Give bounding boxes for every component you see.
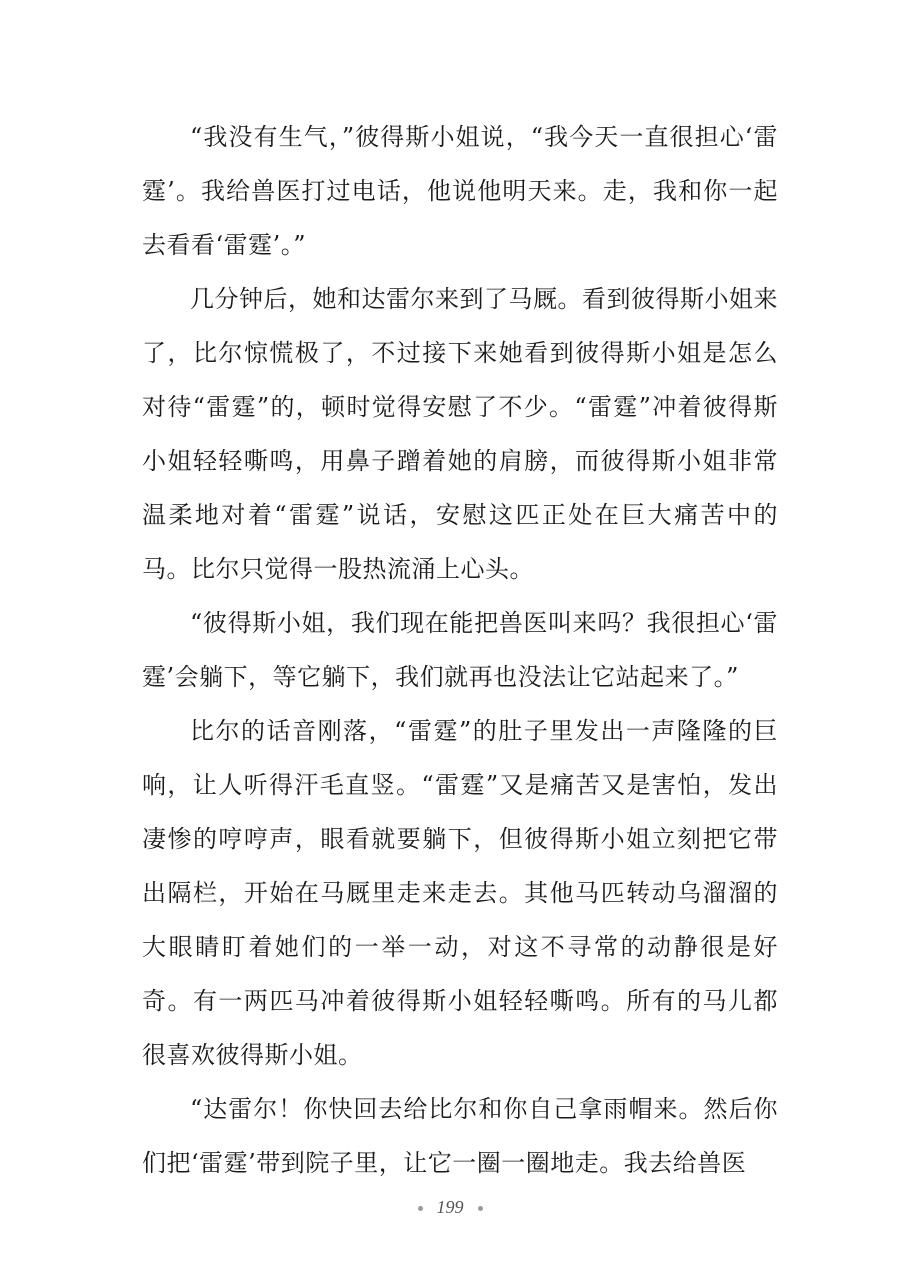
footer-dot-left (418, 1206, 423, 1211)
paragraph-2: 几分钟后，她和达雷尔来到了马厩。看到彼得斯小姐来了，比尔惊慌极了，不过接下来她看到彼得斯小姐是怎么对待“雷霆”的，顿时觉得安慰了不少。“雷霆”冲着彼得斯小姐轻轻嘶鸣，用鼻子蹭着她的肩膀，而彼得斯小姐非常温柔地对着“雷霆”说话，安慰这匹正处在巨大痛苦中的马。比尔只觉得一股热流涌上心头。 (142, 285, 778, 583)
footer-dot-right (478, 1206, 483, 1211)
page-number: 199 (436, 1197, 464, 1217)
paragraph-3: “彼得斯小姐，我们现在能把兽医叫来吗？我很担心‘雷霆’会躺下，等它躺下，我们就再也没法让它站起来了。” (142, 609, 778, 691)
page-body (142, 110, 778, 1190)
paragraph-5: “达雷尔！你快回去给比尔和你自己拿雨帽来。然后你们把‘雷霆’带到院子里，让它一圈一圈地走。我去给兽医 (142, 1095, 778, 1177)
paragraph-1: “我没有生气，”彼得斯小姐说，“我今天一直很担心‘雷霆’。我给兽医打过电话，他说他明天来。走，我和你一起去看看‘雷霆’。” (142, 123, 778, 259)
page-footer (0, 1197, 900, 1218)
paragraph-4: 比尔的话音刚落，“雷霆”的肚子里发出一声隆隆的巨响，让人听得汗毛直竖。“雷霆”又是痛苦又是害怕，发出凄惨的哼哼声，眼看就要躺下，但彼得斯小姐立刻把它带出隔栏，开始在马厩里走来走去。其他马匹转动乌溜溜的大眼睛盯着她们的一举一动，对这不寻常的动静很是好奇。有一两匹马冲着彼得斯小姐轻轻嘶鸣。所有的马儿都很喜欢彼得斯小姐。 (142, 717, 778, 1069)
